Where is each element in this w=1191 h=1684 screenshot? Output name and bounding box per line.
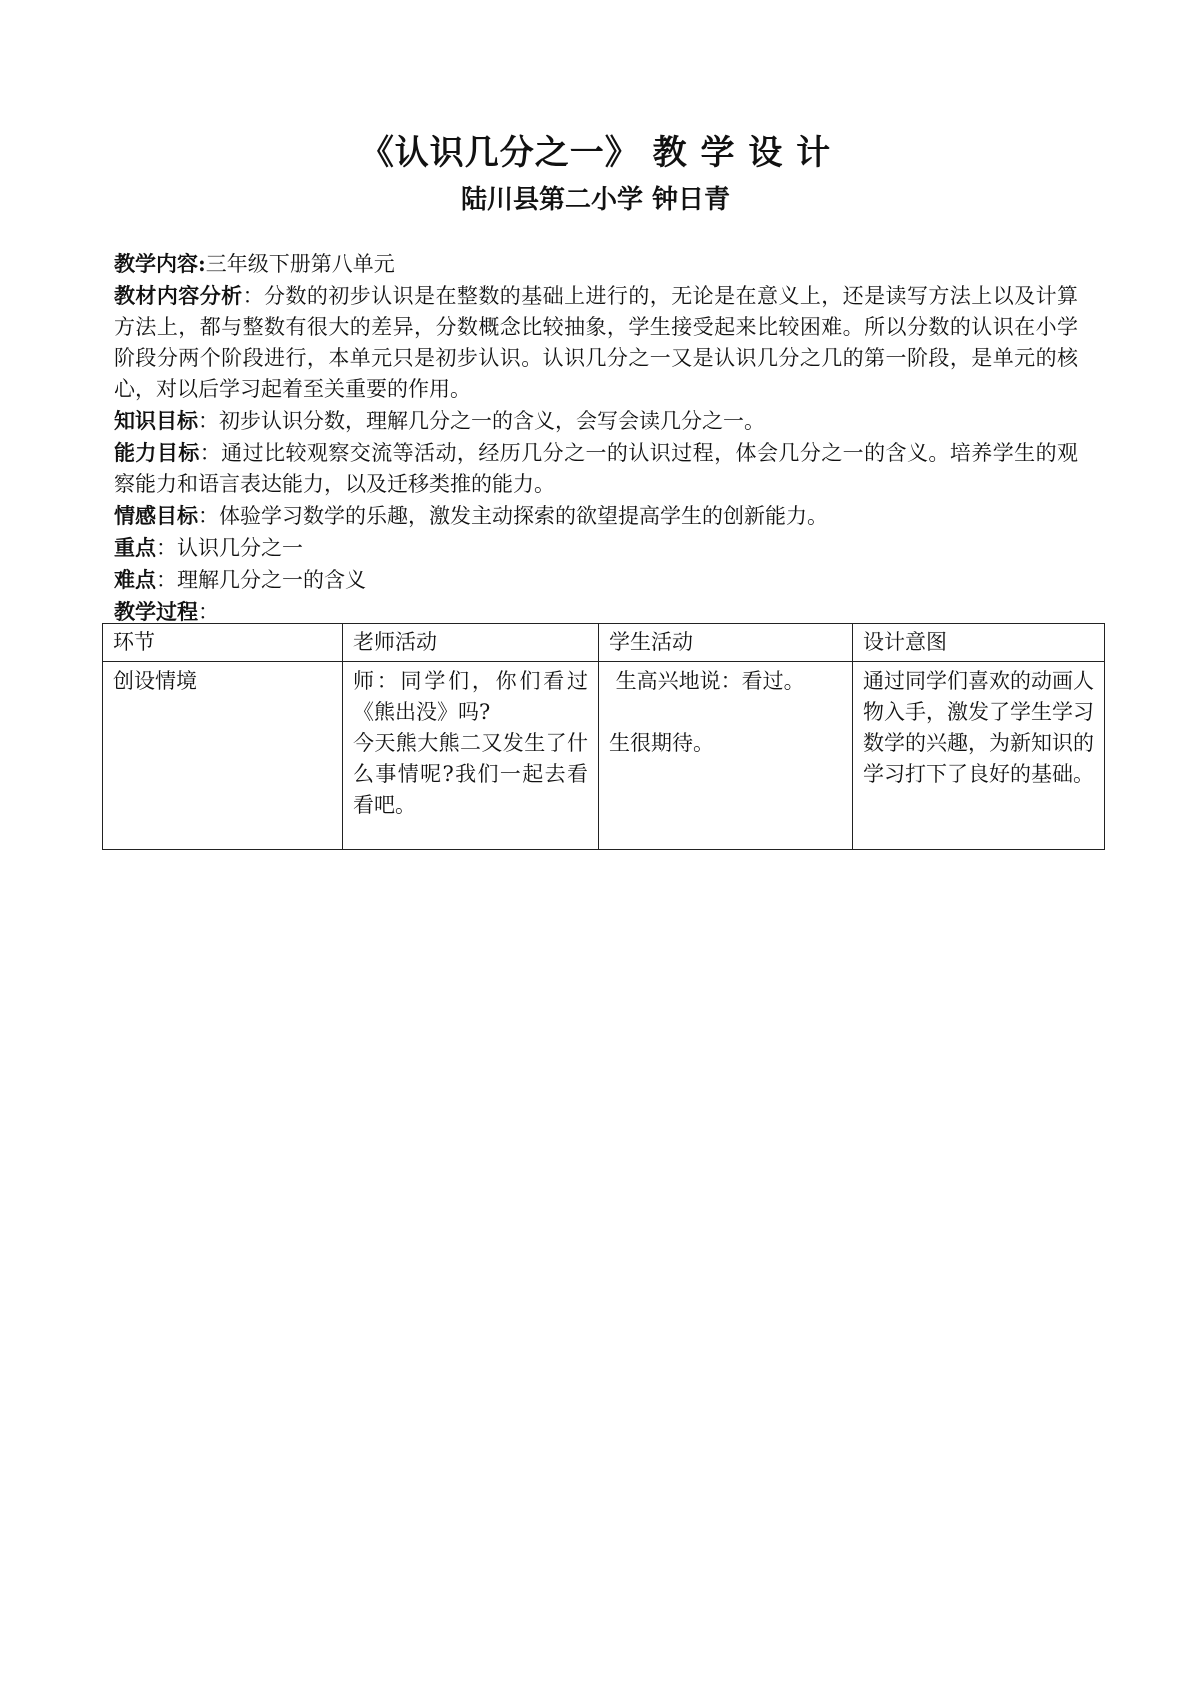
column-header-teacher-activity: 老师活动 (343, 624, 599, 662)
section-label: 难点 (114, 567, 156, 592)
teacher-line: 师：同学们，你们看过《熊出没》吗? (353, 669, 588, 724)
document-author: 陆川县第二小学 钟日青 (460, 185, 731, 215)
section-text: ：分数的初步认识是在整数的基础上进行的，无论是在意义上，还是读写方法上以及计算方法上，都与整数有很大的差异，分数概念比较抽象，学生接受起来比较困难。所以分数的认识在小学阶段分两个阶段进行，本单元只是初步认识。认识几分之一又是认识几分之几的第一阶段，是单元的核心，对以后学习起着至关重要的作用。 (114, 284, 1078, 401)
section-material-analysis (114, 280, 1078, 405)
section-text: ：认识几分之一 (156, 536, 303, 560)
student-line: 生高兴地说：看过。 (609, 669, 805, 693)
section-emotion-goal (114, 500, 1078, 532)
section-label: 能力目标 (114, 440, 200, 465)
lesson-body (114, 248, 1078, 628)
cell-student-activity (599, 662, 853, 850)
section-text: ：通过比较观察交流等活动，经历几分之一的认识过程，体会几分之一的含义。培养学生的观察能力和语言表达能力，以及迁移类推的能力。 (114, 441, 1079, 496)
teacher-line: 今天熊大熊二又发生了什么事情呢?我们一起去看看吧。 (353, 731, 588, 817)
cell-stage: 创设情境 (103, 662, 343, 850)
section-label: 知识目标 (114, 408, 198, 433)
section-label: 教学内容: (114, 251, 206, 276)
section-key-point (114, 532, 1078, 564)
section-text: ：初步认识分数，理解几分之一的含义，会写会读几分之一。 (198, 409, 765, 433)
teaching-process-table (102, 623, 1105, 850)
section-text: ：理解几分之一的含义 (156, 568, 366, 592)
section-teaching-content (114, 248, 1078, 280)
section-label: 情感目标 (114, 503, 198, 528)
cell-design-intent: 通过同学们喜欢的动画人物入手，激发了学生学习数学的兴趣，为新知识的学习打下了良好的基础。 (853, 662, 1105, 850)
table-row (103, 662, 1105, 850)
student-line: 生很期待。 (609, 731, 714, 755)
section-label: 重点 (114, 535, 156, 560)
column-header-stage: 环节 (103, 624, 343, 662)
section-difficulty (114, 564, 1078, 596)
section-text: ： (198, 600, 219, 624)
section-text: ：体验学习数学的乐趣，激发主动探索的欲望提高学生的创新能力。 (198, 504, 828, 528)
table-header-row (103, 624, 1105, 662)
section-knowledge-goal (114, 405, 1078, 437)
column-header-design-intent: 设计意图 (853, 624, 1105, 662)
line-gap (609, 697, 842, 728)
column-header-student-activity: 学生活动 (599, 624, 853, 662)
section-label: 教学过程 (114, 599, 198, 624)
section-ability-goal (114, 437, 1078, 500)
cell-teacher-activity (343, 662, 599, 850)
section-text: 三年级下册第八单元 (205, 252, 395, 276)
section-label: 教材内容分析 (114, 283, 243, 308)
document-title: 《认识几分之一》 教 学 设 计 (359, 133, 832, 173)
